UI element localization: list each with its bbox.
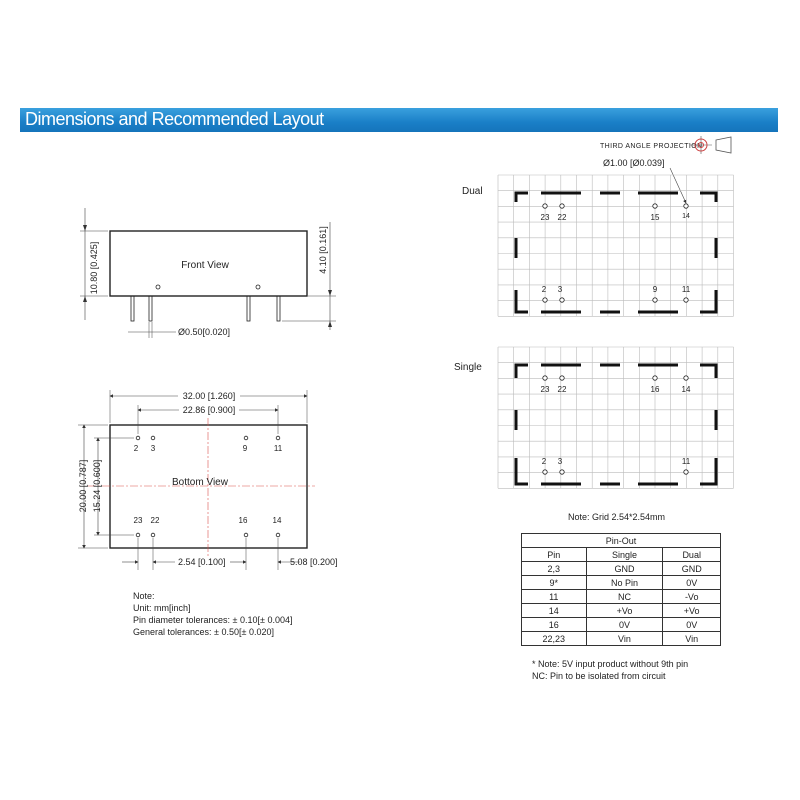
pinout-cell: 0V bbox=[663, 576, 721, 590]
dual-pin-label: 23 bbox=[540, 213, 550, 222]
table-row bbox=[522, 618, 721, 632]
page-title: Dimensions and Recommended Layout bbox=[25, 109, 324, 129]
bottom-row-span-dim: 15.24 [0.600] bbox=[92, 459, 102, 513]
pinout-cell: 0V bbox=[586, 618, 663, 632]
bottom-pin-label: 23 bbox=[133, 516, 143, 525]
bottom-edge-dim: 5.08 [0.200] bbox=[290, 557, 338, 567]
single-label: Single bbox=[454, 362, 482, 373]
dual-pin-label: 9 bbox=[652, 285, 658, 294]
pinout-cell: +Vo bbox=[586, 604, 663, 618]
front-view-title: Front View bbox=[181, 260, 229, 271]
dual-pin-label: 2 bbox=[541, 285, 547, 294]
single-pin-label: 14 bbox=[681, 385, 691, 394]
grid-note: Note: Grid 2.54*2.54mm bbox=[568, 512, 666, 522]
bottom-pin-label: 16 bbox=[238, 516, 248, 525]
pinout-title: Pin-Out bbox=[522, 534, 721, 548]
front-view bbox=[80, 208, 336, 338]
bottom-pitch-dim: 2.54 [0.100] bbox=[178, 557, 226, 567]
pinout-cell: No Pin bbox=[586, 576, 663, 590]
pinout-cell: Vin bbox=[586, 632, 663, 646]
pinout-cell: 9* bbox=[522, 576, 587, 590]
dual-pin-label: 3 bbox=[557, 285, 563, 294]
dual-pin-label: 15 bbox=[650, 213, 660, 222]
single-layout bbox=[454, 347, 734, 488]
dual-label: Dual bbox=[462, 186, 483, 197]
pinout-cell: 22,23 bbox=[522, 632, 587, 646]
projection-label: THIRD ANGLE PROJECTION bbox=[600, 143, 703, 150]
bottom-pin-label: 2 bbox=[133, 444, 139, 453]
single-pin-label: 22 bbox=[557, 385, 567, 394]
table-row bbox=[522, 632, 721, 646]
pinout-cell: 11 bbox=[522, 590, 587, 604]
bottom-height-dim: 20.00 [0.787] bbox=[78, 459, 88, 513]
pinout-header: Single bbox=[586, 548, 663, 562]
pinout-cell: GND bbox=[586, 562, 663, 576]
pinout-header: Dual bbox=[663, 548, 721, 562]
bottom-pin-label: 22 bbox=[150, 516, 160, 525]
dual-pin-label: 22 bbox=[557, 213, 567, 222]
dual-layout bbox=[462, 158, 734, 316]
bottom-view bbox=[78, 390, 338, 570]
notes-unit: Unit: mm[inch] bbox=[133, 603, 191, 613]
pinout-cell: Vin bbox=[663, 632, 721, 646]
dual-pin-label: 11 bbox=[681, 285, 691, 294]
pinout-cell: NC bbox=[586, 590, 663, 604]
single-pin-label: 3 bbox=[557, 457, 563, 466]
single-grid bbox=[498, 347, 734, 488]
notes-general-tolerance: General tolerances: ± 0.50[± 0.020] bbox=[133, 627, 274, 637]
front-pin-diameter-dim: Ø0.50[0.020] bbox=[178, 327, 231, 337]
pinout-cell: 16 bbox=[522, 618, 587, 632]
notes-heading: Note: bbox=[133, 591, 155, 601]
table-row bbox=[522, 576, 721, 590]
pinout-header: Pin bbox=[522, 548, 587, 562]
notes-pin-tolerance: Pin diameter tolerances: ± 0.10[± 0.004] bbox=[133, 615, 293, 625]
dual-pin-label: 14 bbox=[682, 213, 690, 220]
single-pin-label: 23 bbox=[540, 385, 550, 394]
table-row bbox=[522, 562, 721, 576]
pinout-cell: -Vo bbox=[663, 590, 721, 604]
bottom-width-dim: 32.00 [1.260] bbox=[182, 391, 236, 401]
bottom-view-title: Bottom View bbox=[172, 477, 228, 488]
bottom-pin-label: 11 bbox=[273, 444, 283, 453]
bottom-pin-span-dim: 22.86 [0.900] bbox=[182, 405, 236, 415]
pinout-note-2: NC: Pin to be isolated from circuit bbox=[532, 671, 666, 681]
pinout-table bbox=[521, 533, 721, 646]
pinout-cell: GND bbox=[663, 562, 721, 576]
pinout-notes bbox=[532, 658, 688, 682]
notes-block bbox=[133, 590, 292, 638]
projection-symbol bbox=[600, 136, 731, 154]
dual-grid bbox=[498, 175, 734, 316]
pinout-cell: 0V bbox=[663, 618, 721, 632]
pinout-cell: +Vo bbox=[663, 604, 721, 618]
bottom-pin-label: 3 bbox=[150, 444, 156, 453]
table-row bbox=[522, 604, 721, 618]
pinout-cell: 14 bbox=[522, 604, 587, 618]
front-height-dim: 10.80 [0.425] bbox=[89, 241, 99, 295]
dual-hole-dim: Ø1.00 [Ø0.039] bbox=[603, 158, 665, 168]
single-pin-label: 11 bbox=[681, 457, 691, 466]
single-pin-label: 16 bbox=[650, 385, 660, 394]
table-row bbox=[522, 590, 721, 604]
bottom-pin-label: 9 bbox=[242, 444, 248, 453]
single-pin-label: 2 bbox=[541, 457, 547, 466]
pinout-note-1: * Note: 5V input product without 9th pin bbox=[532, 659, 689, 669]
bottom-pin-label: 14 bbox=[272, 516, 282, 525]
pinout-cell: 2,3 bbox=[522, 562, 587, 576]
front-pin-length-dim: 4.10 [0.161] bbox=[318, 226, 328, 274]
